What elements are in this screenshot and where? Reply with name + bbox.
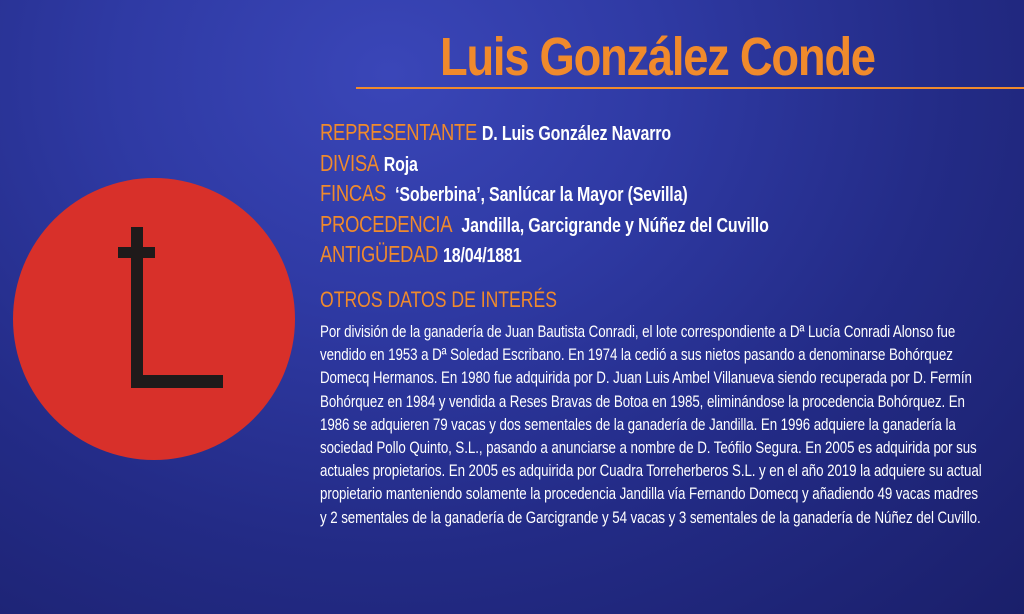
field-divisa (320, 148, 769, 179)
brand-mark-circle (13, 178, 295, 460)
field-fincas (320, 178, 769, 209)
field-value: 18/04/1881 (443, 245, 522, 267)
field-label: ANTIGÜEDAD (320, 241, 439, 267)
field-value: Roja (383, 153, 418, 176)
field-value: ‘Soberbina’, Sanlúcar la Mayor (Sevilla) (390, 184, 688, 206)
field-procedencia (320, 209, 769, 240)
page-title: Luis González Conde (440, 27, 875, 87)
other-data-text: Por división de la ganadería de Juan Bautista Conradi, el lote correspondiente a Dª Lucía Conradi Alonso fue vendido en 1953 a Dª Soledad Escribano. En 1974 la cedió a sus nietos pasando a denominarse Bohórquez Domecq Hermanos. En 1980 fue adquirida por D. Juan Luis Ambel Villanueva siendo recuperada por D. Fermín Bohórquez en 1984 y vendida a Reses Bravas de Botoa en 1985, eliminándose la procedencia Bohórquez. En 1986 se adquieren 79 vacas y dos sementales de la ganadería de Jandilla. En 1996 adquiere la ganadería la sociedad Pollo Quinto, S.L., pasando a anunciarse a nombre de D. Teófilo Segura. En 2005 es adquirida por sus actuales propietarios. En 2005 es adquirida por Cuadra Torreherberos S.L. y en el año 2019 la adquiere su actual propietario manteniendo solamente la procedencia Jandilla vía Fernando Domecq y añadiendo 49 vacas madres y 2 sementales de la ganadería de Garcigrande y 54 vacas y 3 sementales de la ganadería de Núñez del Cuvillo. (320, 322, 982, 527)
field-representante (320, 117, 769, 148)
field-label: FINCAS (320, 180, 387, 206)
field-label: REPRESENTANTE (320, 119, 478, 145)
field-value: Jandilla, Garcigrande y Núñez del Cuvillo (457, 214, 769, 237)
field-label: DIVISA (320, 149, 379, 176)
title-underline (356, 87, 1024, 89)
field-label: PROCEDENCIA (320, 210, 453, 237)
field-antiguedad (320, 239, 769, 270)
field-value: D. Luis González Navarro (481, 123, 671, 145)
brand-mark-icon (13, 178, 295, 460)
ganaderia-fields (320, 117, 881, 270)
other-data-heading: OTROS DATOS DE INTERÉS (320, 287, 557, 312)
